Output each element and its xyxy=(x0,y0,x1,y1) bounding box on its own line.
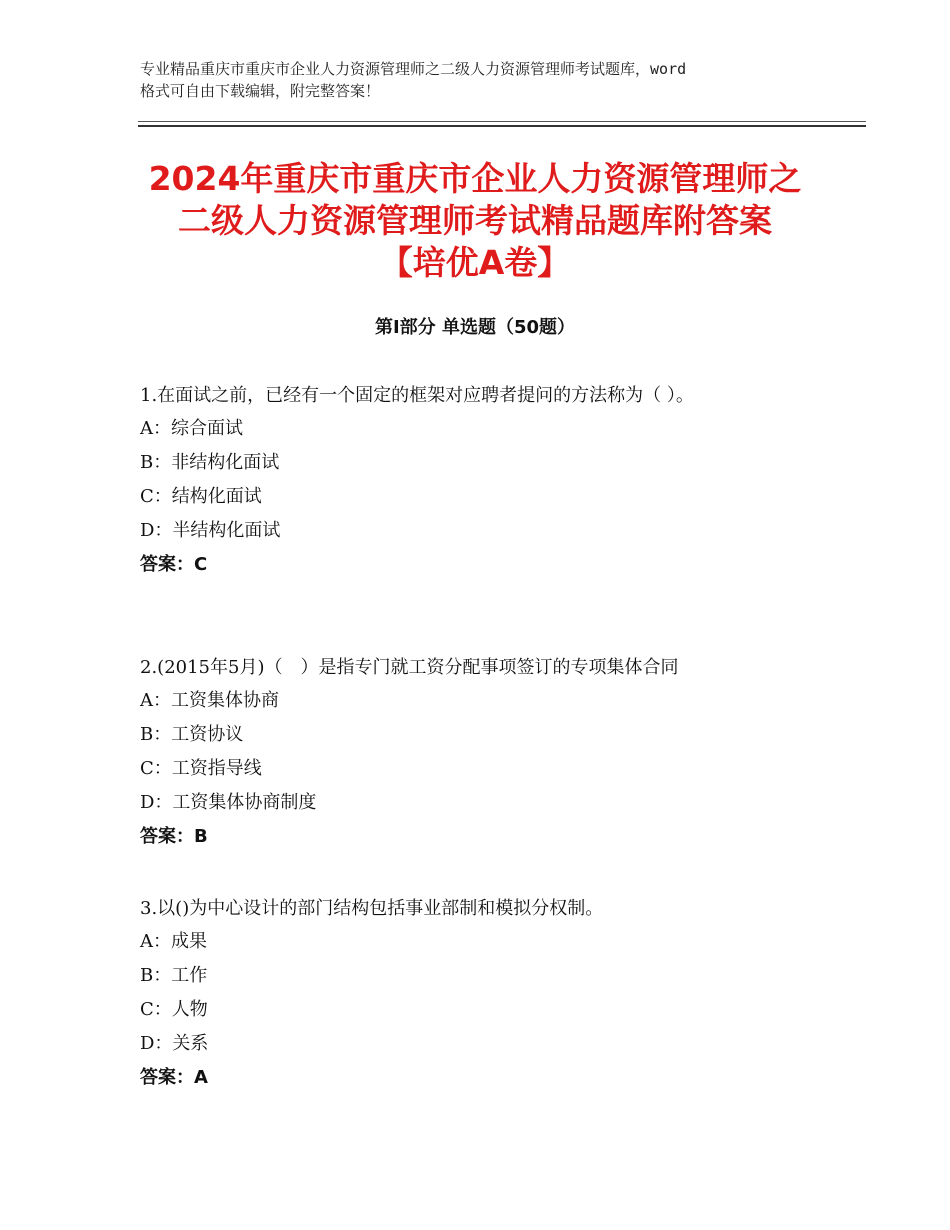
option-c: C：结构化面试 xyxy=(140,486,262,507)
question-3 xyxy=(140,893,820,1095)
answer: 答案：C xyxy=(140,554,208,575)
header-divider-thin xyxy=(138,121,866,122)
question-1 xyxy=(140,380,820,582)
option-a: A：综合面试 xyxy=(140,418,243,439)
header-divider-thick xyxy=(138,125,866,127)
document-header-note xyxy=(140,58,830,102)
option-b: B：非结构化面试 xyxy=(140,452,280,473)
option-d: D：半结构化面试 xyxy=(140,520,281,541)
option-d: D：关系 xyxy=(140,1033,209,1054)
question-stem: 2.(2015年5月)（ ）是指专门就工资分配事项签订的专项集体合同 xyxy=(140,657,679,678)
option-c: C：工资指导线 xyxy=(140,758,262,779)
option-b: B：工作 xyxy=(140,965,208,986)
option-d: D：工资集体协商制度 xyxy=(140,792,317,813)
title-line-3: 【培优A卷】 xyxy=(379,243,571,282)
document-title xyxy=(90,158,860,284)
option-c: C：人物 xyxy=(140,999,208,1020)
option-b: B：工资协议 xyxy=(140,724,244,745)
header-note-line-1: 专业精品重庆市重庆市企业人力资源管理师之二级人力资源管理师考试题库，word xyxy=(140,60,687,78)
option-a: A：成果 xyxy=(140,931,207,952)
title-line-2: 二级人力资源管理师考试精品题库附答案 xyxy=(178,201,772,240)
section-heading: 第Ⅰ部分 单选题（50题） xyxy=(374,317,575,338)
answer: 答案：B xyxy=(140,826,208,847)
option-a: A：工资集体协商 xyxy=(140,690,279,711)
header-note-line-2: 格式可自由下载编辑，附完整答案！ xyxy=(140,82,381,100)
question-2 xyxy=(140,652,820,854)
question-stem: 3.以()为中心设计的部门结构包括事业部制和模拟分权制。 xyxy=(140,898,604,919)
question-stem: 1.在面试之前，已经有一个固定的框架对应聘者提问的方法称为（ ）。 xyxy=(140,385,694,406)
answer: 答案：A xyxy=(140,1067,208,1088)
title-line-1: 2024年重庆市重庆市企业人力资源管理师之 xyxy=(148,159,802,198)
